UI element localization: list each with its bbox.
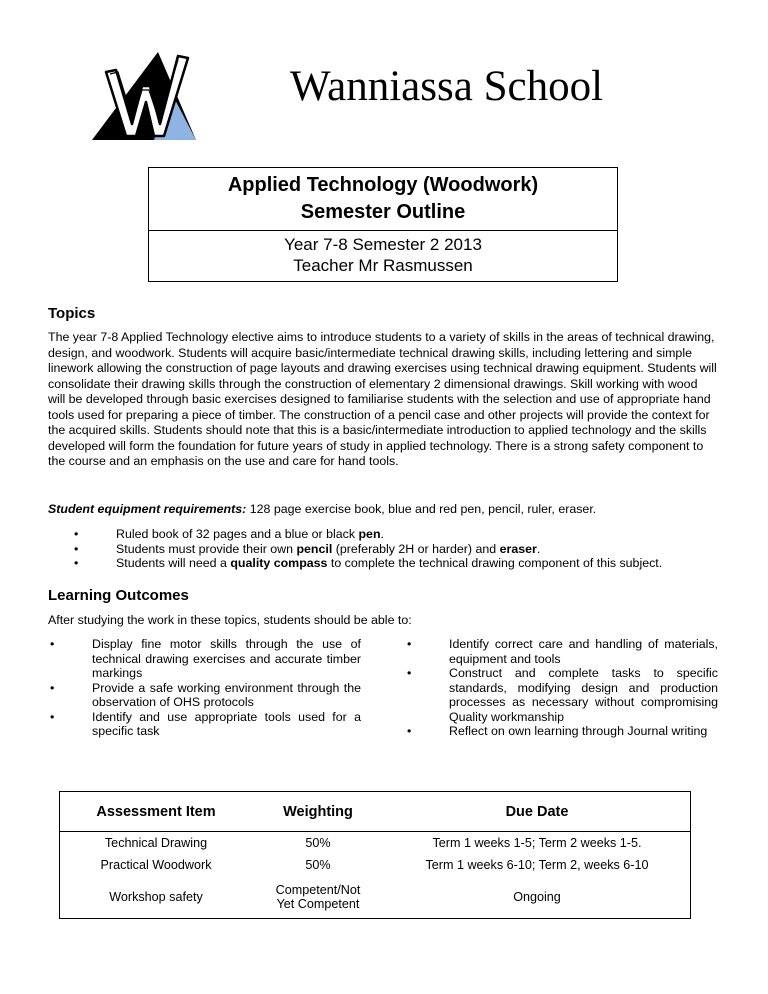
table-row xyxy=(60,854,691,876)
list-item: • Reflect on own learning through Journal writing xyxy=(407,724,718,739)
topics-body: The year 7-8 Applied Technology elective aims to introduce students to a variety of skills in the areas of technical drawing, design, and woodwork. Students will acquire basic/intermediate technical drawing skills, including lettering and simple linework allowing the construction of page layouts and drawing exercises using technical drawing equipment. Students will consolidate their drawing skills through the construction of elementary 2 dimensional drawings. Skill working with wood will be developed through basic exercises designed to familiarise students with the selection and use of appropriate hand tools used for preparing a piece of timber. The construction of a pencil case and other projects will provide the context for the acquired skills. Students should note that this is a basic/intermediate introduction to applied technology and the skills developed will form the foundation for future years of study in applied technology. There is a strong safety component to the course and an emphasis on the use and care for hand tools. xyxy=(48,330,717,468)
school-logo xyxy=(92,40,197,144)
school-name: Wanniassa School xyxy=(290,63,604,110)
outcomes-list-right xyxy=(407,637,718,739)
table-row xyxy=(60,832,691,855)
learning-outcomes-heading: Learning Outcomes xyxy=(48,587,189,604)
table-cell: Workshop safety xyxy=(109,890,203,904)
table-cell: Ongoing xyxy=(513,890,561,904)
semester-label: Year 7-8 Semester 2 2013 xyxy=(284,235,482,254)
list-item: • Ruled book of 32 pages and a blue or black pen. xyxy=(74,527,724,542)
document-title: Semester Outline xyxy=(300,201,466,223)
list-item: • Display fine motor skills through the use of technical drawing exercises and accurate timber markings xyxy=(50,637,361,681)
list-item: • Construct and complete tasks to specific standards, modifying design and production processes as necessary without compromising Quality workmanship xyxy=(407,666,718,724)
column-header: Weighting xyxy=(252,792,384,832)
list-item: • Identify and use appropriate tools used for a specific task xyxy=(50,710,361,739)
table-cell: Term 1 weeks 6-10; Term 2, weeks 6-10 xyxy=(425,858,649,872)
title-box xyxy=(148,167,618,282)
list-item: • Provide a safe working environment through the observation of OHS protocols xyxy=(50,681,361,710)
list-item: • Identify correct care and handling of materials, equipment and tools xyxy=(407,637,718,666)
list-item: • Students must provide their own pencil (preferably 2H or harder) and eraser. xyxy=(74,542,724,557)
table-header-row xyxy=(60,792,691,832)
topics-heading: Topics xyxy=(48,305,96,322)
equipment-label: Student equipment requirements: xyxy=(48,502,247,516)
table-cell: Technical Drawing xyxy=(104,836,208,850)
table-cell: Practical Woodwork xyxy=(100,858,212,872)
subject-title: Applied Technology (Woodwork) xyxy=(227,174,539,196)
column-header: Due Date xyxy=(384,792,691,832)
table-cell: Term 1 weeks 1-5; Term 2 weeks 1-5. xyxy=(432,836,642,850)
teacher-label: Teacher Mr Rasmussen xyxy=(293,256,473,275)
equipment-requirements xyxy=(48,502,596,517)
list-item: • Students will need a quality compass to complete the technical drawing component of this subject. xyxy=(74,556,724,571)
outcomes-intro: After studying the work in these topics, students should be able to: xyxy=(48,613,412,627)
table-cell: 50% xyxy=(305,836,331,850)
column-header: Assessment Item xyxy=(60,792,253,832)
equipment-text: 128 page exercise book, blue and red pen, pencil, ruler, eraser. xyxy=(246,502,597,516)
table-row xyxy=(60,876,691,919)
table-cell: Competent/Not Yet Competent xyxy=(275,883,361,911)
outcomes-list-left xyxy=(50,637,361,739)
assessment-table xyxy=(59,791,691,919)
equipment-list xyxy=(74,527,724,571)
table-cell: 50% xyxy=(305,858,331,872)
